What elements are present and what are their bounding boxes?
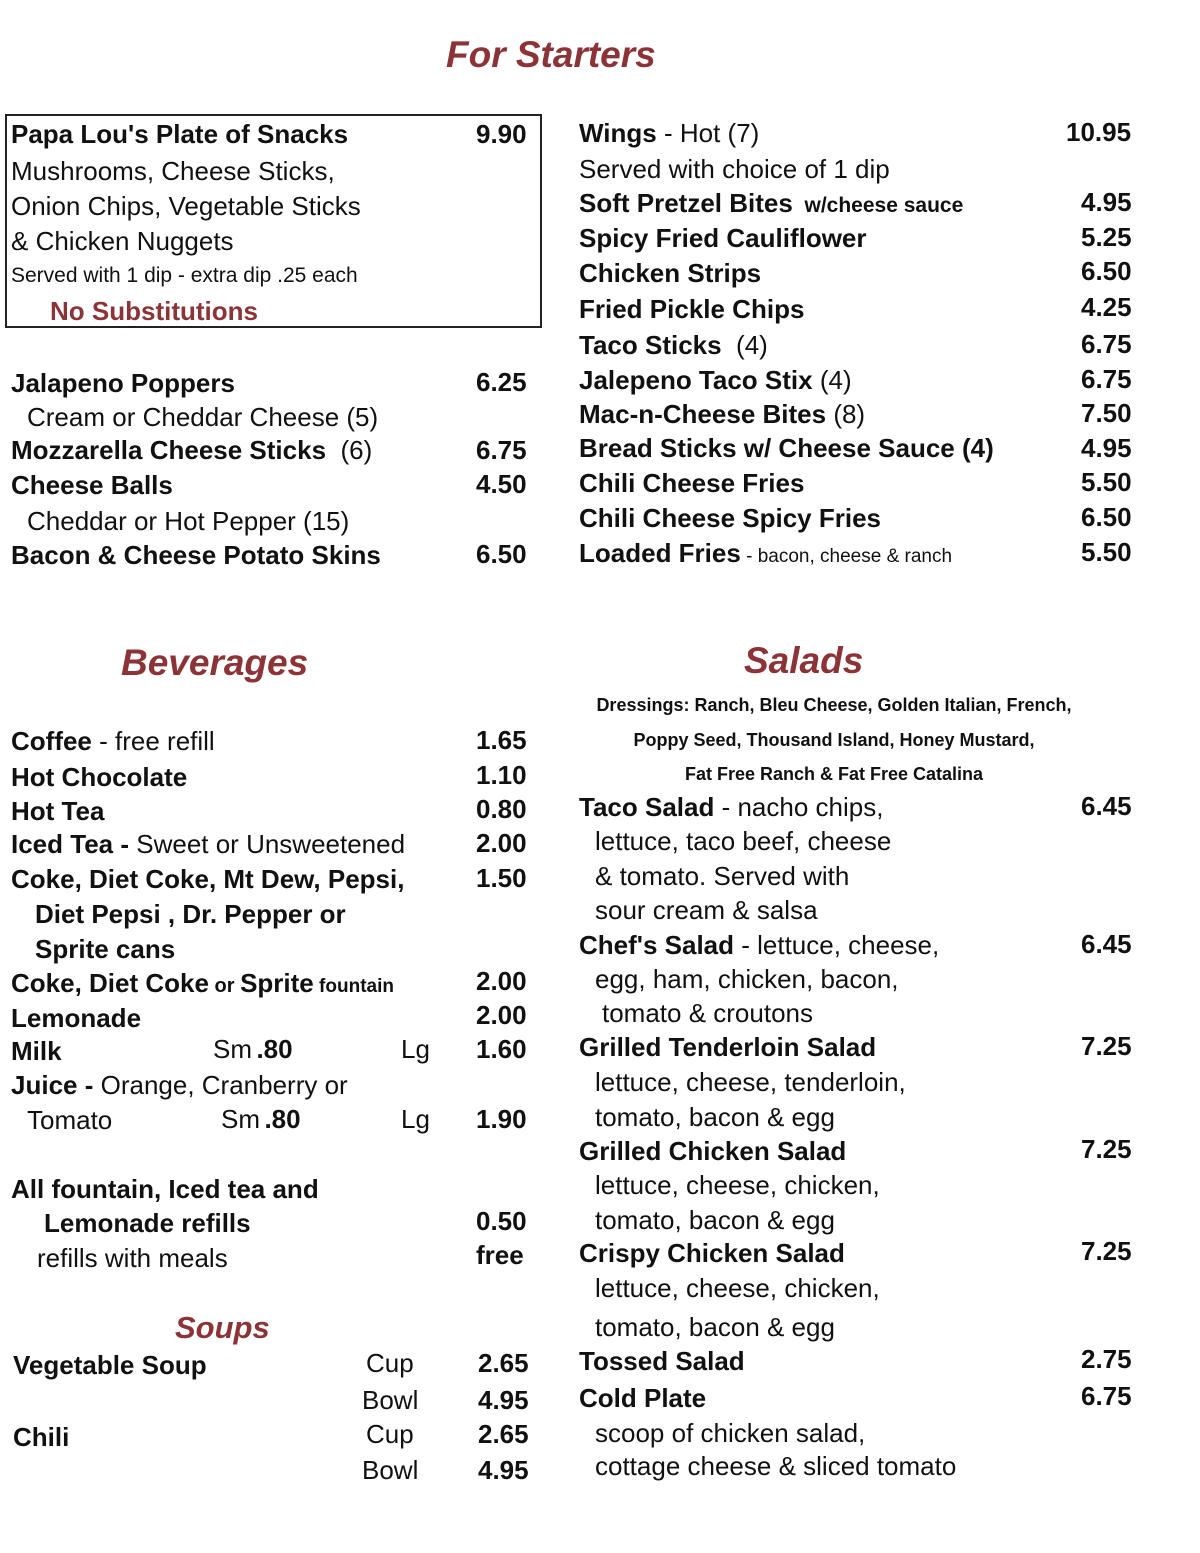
vegetable-soup-cup: Cup	[366, 1348, 414, 1378]
snack-plate-desc: Onion Chips, Vegetable Sticks	[11, 191, 361, 221]
jalepeno-taco-stix-price: 6.75	[1081, 364, 1132, 394]
crispy-chicken-salad-name: Crispy Chicken Salad	[579, 1238, 845, 1268]
chili-cheese-fries-price: 5.50	[1081, 467, 1132, 497]
snack-plate-desc: & Chicken Nuggets	[11, 226, 234, 256]
bread-sticks-name: Bread Sticks w/ Cheese Sauce (4)	[579, 433, 994, 463]
cauliflower-price: 5.25	[1081, 222, 1132, 252]
lemonade-name: Lemonade	[11, 1003, 142, 1033]
juice-line: Juice - Orange, Cranberry or	[11, 1070, 348, 1100]
tenderloin-salad-desc: lettuce, cheese, tenderloin,	[595, 1067, 906, 1097]
loaded-fries-line: Loaded Fries - bacon, cheese & ranch	[579, 538, 953, 568]
heading-beverages: Beverages	[121, 642, 309, 683]
cheese-balls-desc: Cheddar or Hot Pepper (15)	[27, 506, 350, 536]
taco-salad-price: 6.45	[1081, 791, 1132, 821]
pretzel-bites-line: Soft Pretzel Bites w/cheese sauce	[579, 188, 964, 218]
chili-cheese-spicy-fries-name: Chili Cheese Spicy Fries	[579, 503, 882, 533]
chefs-salad-desc: egg, ham, chicken, bacon,	[595, 964, 899, 994]
refills-meals: refills with meals	[37, 1243, 228, 1273]
bread-sticks-price: 4.95	[1081, 433, 1132, 463]
milk-large-price: 1.60	[476, 1034, 527, 1064]
pretzel-bites-price: 4.95	[1081, 187, 1132, 217]
iced-tea-line: Iced Tea - Sweet or Unsweetened	[11, 829, 406, 859]
taco-sticks-price: 6.75	[1081, 329, 1132, 359]
refills-line-2: Lemonade refills	[44, 1208, 251, 1238]
juice-large-label: Lg	[401, 1104, 430, 1134]
snack-plate-price: 9.90	[476, 119, 527, 149]
snack-plate-name: Papa Lou's Plate of Snacks	[11, 119, 349, 149]
tenderloin-salad-price: 7.25	[1081, 1031, 1132, 1061]
cold-plate-desc: scoop of chicken salad,	[595, 1418, 866, 1448]
cans-line-1: Coke, Diet Coke, Mt Dew, Pepsi,	[11, 864, 405, 894]
hot-tea-name: Hot Tea	[11, 796, 105, 826]
chili-cheese-fries-name: Chili Cheese Fries	[579, 468, 805, 498]
potato-skins-name: Bacon & Cheese Potato Skins	[11, 540, 381, 570]
heading-salads: Salads	[744, 640, 864, 681]
cheese-balls-price: 4.50	[476, 469, 527, 499]
mozzarella-sticks-price: 6.75	[476, 435, 527, 465]
grilled-chicken-salad-desc: tomato, bacon & egg	[595, 1205, 835, 1235]
cans-line-3: Sprite cans	[35, 934, 176, 964]
cold-plate-name: Cold Plate	[579, 1383, 707, 1413]
hot-chocolate-price: 1.10	[476, 760, 527, 790]
milk-name: Milk	[11, 1036, 62, 1066]
iced-tea-price: 2.00	[476, 828, 527, 858]
dressings-line-2: Poppy Seed, Thousand Island, Honey Mustard,	[633, 730, 1035, 750]
crispy-chicken-salad-desc: lettuce, cheese, chicken,	[595, 1273, 880, 1303]
taco-sticks-line: Taco Sticks (4)	[579, 330, 768, 360]
potato-skins-price: 6.50	[476, 539, 527, 569]
snack-plate-dip-note: Served with 1 dip - extra dip .25 each	[11, 264, 358, 287]
coffee-line: Coffee - free refill	[11, 726, 215, 756]
tenderloin-salad-name: Grilled Tenderloin Salad	[579, 1032, 877, 1062]
chefs-salad-line: Chef's Salad - lettuce, cheese,	[579, 930, 940, 960]
taco-salad-desc: sour cream & salsa	[595, 895, 818, 925]
mozzarella-sticks-line: Mozzarella Cheese Sticks (6)	[11, 435, 373, 465]
juice-small: Sm .80	[221, 1104, 301, 1134]
cold-plate-desc: cottage cheese & sliced tomato	[595, 1451, 957, 1481]
juice-large-price: 1.90	[476, 1104, 527, 1134]
vegetable-soup-bowl: Bowl	[362, 1385, 419, 1415]
dressings-line-1: Dressings: Ranch, Bleu Cheese, Golden Italian, French,	[596, 695, 1072, 715]
jalapeno-poppers-price: 6.25	[476, 367, 527, 397]
chefs-salad-price: 6.45	[1081, 929, 1132, 959]
refills-line-1: All fountain, Iced tea and	[11, 1174, 319, 1204]
wings-price: 10.95	[1066, 117, 1132, 147]
juice-line-2: Tomato	[27, 1105, 113, 1135]
tossed-salad-name: Tossed Salad	[579, 1346, 745, 1376]
chili-bowl-price: 4.95	[478, 1455, 529, 1485]
jalapeno-poppers-name: Jalapeno Poppers	[11, 368, 235, 398]
jalapeno-poppers-desc: Cream or Cheddar Cheese (5)	[27, 402, 379, 432]
jalepeno-taco-stix-line: Jalepeno Taco Stix (4)	[579, 365, 852, 395]
mac-n-cheese-line: Mac-n-Cheese Bites (8)	[579, 399, 866, 429]
mac-n-cheese-price: 7.50	[1081, 398, 1132, 428]
taco-salad-desc: lettuce, taco beef, cheese	[595, 826, 892, 856]
cold-plate-price: 6.75	[1081, 1381, 1132, 1411]
cheese-balls-name: Cheese Balls	[11, 470, 173, 500]
fountain-line: Coke, Diet Coke or Sprite fountain	[11, 968, 394, 998]
cauliflower-name: Spicy Fried Cauliflower	[579, 223, 867, 253]
crispy-chicken-salad-desc: tomato, bacon & egg	[595, 1312, 835, 1342]
milk-large-label: Lg	[401, 1034, 430, 1064]
milk-small: Sm .80	[213, 1034, 293, 1064]
grilled-chicken-salad-price: 7.25	[1081, 1134, 1132, 1164]
chicken-strips-name: Chicken Strips	[579, 258, 762, 288]
grilled-chicken-salad-desc: lettuce, cheese, chicken,	[595, 1170, 880, 1200]
tenderloin-salad-desc: tomato, bacon & egg	[595, 1102, 835, 1132]
vegetable-soup-name: Vegetable Soup	[13, 1350, 207, 1380]
coffee-price: 1.65	[476, 725, 527, 755]
chili-name: Chili	[13, 1422, 70, 1452]
vegetable-soup-bowl-price: 4.95	[478, 1385, 529, 1415]
chili-cup-price: 2.65	[478, 1419, 529, 1449]
no-substitutions-note: No Substitutions	[50, 296, 258, 326]
vegetable-soup-cup-price: 2.65	[478, 1348, 529, 1378]
fountain-price: 2.00	[476, 966, 527, 996]
chili-bowl: Bowl	[362, 1455, 419, 1485]
hot-chocolate-name: Hot Chocolate	[11, 762, 188, 792]
cans-price: 1.50	[476, 863, 527, 893]
chefs-salad-desc: tomato & croutons	[602, 998, 813, 1028]
wings-line: Wings - Hot (7)	[579, 118, 760, 148]
cans-line-2: Diet Pepsi , Dr. Pepper or	[35, 899, 346, 929]
loaded-fries-price: 5.50	[1081, 537, 1132, 567]
refills-meals-price: free	[476, 1240, 524, 1270]
chili-cup: Cup	[366, 1419, 414, 1449]
pickle-chips-price: 4.25	[1081, 292, 1132, 322]
tossed-salad-price: 2.75	[1081, 1344, 1132, 1374]
refills-price: 0.50	[476, 1206, 527, 1236]
grilled-chicken-salad-name: Grilled Chicken Salad	[579, 1136, 847, 1166]
chicken-strips-price: 6.50	[1081, 256, 1132, 286]
chili-cheese-spicy-fries-price: 6.50	[1081, 502, 1132, 532]
wings-note: Served with choice of 1 dip	[579, 154, 890, 184]
taco-salad-desc: & tomato. Served with	[595, 861, 850, 891]
lemonade-price: 2.00	[476, 1000, 527, 1030]
pickle-chips-name: Fried Pickle Chips	[579, 294, 805, 324]
snack-plate-desc: Mushrooms, Cheese Sticks,	[11, 156, 335, 186]
hot-tea-price: 0.80	[476, 794, 527, 824]
crispy-chicken-salad-price: 7.25	[1081, 1236, 1132, 1266]
taco-salad-line: Taco Salad - nacho chips,	[579, 792, 884, 822]
heading-soups: Soups	[175, 1310, 270, 1345]
dressings-line-3: Fat Free Ranch & Fat Free Catalina	[684, 764, 984, 784]
heading-for-starters: For Starters	[446, 34, 656, 75]
